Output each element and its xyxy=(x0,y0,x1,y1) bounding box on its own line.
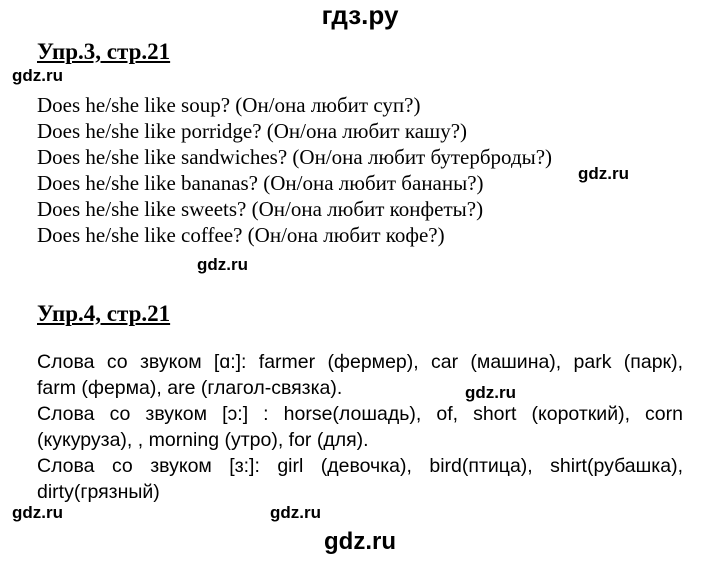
exercise-4-line: Слова со звуком [ɔ:] : horse(лошадь), of, short (короткий), corn xyxy=(37,403,683,425)
exercise-4-title: Упр.4, стр.21 xyxy=(37,301,171,326)
exercise-4-line: dirty(грязный) xyxy=(37,481,160,503)
watermark-gdz: gdz.ru xyxy=(270,503,321,522)
watermark-gdz: gdz.ru xyxy=(197,255,248,274)
watermark-bottom: gdz.ru xyxy=(324,528,396,555)
exercise-3-line: Does he/she like soup? (Он/она любит суп?) xyxy=(37,93,421,117)
watermark-gdz: gdz.ru xyxy=(12,66,63,85)
exercise-3-line: Does he/she like bananas? (Он/она любит бананы?) xyxy=(37,171,484,195)
exercise-4-line: Слова со звуком [ɜ:]: girl (девочка), bird(птица), shirt(рубашка), xyxy=(37,455,683,477)
watermark-gdz: gdz.ru xyxy=(12,503,63,522)
exercise-3-title: Упр.3, стр.21 xyxy=(37,39,171,64)
exercise-3-line: Does he/she like porridge? (Он/она любит кашу?) xyxy=(37,119,468,143)
exercise-3-line: Does he/she like coffee? (Он/она любит кофе?) xyxy=(37,223,445,247)
exercise-4-text xyxy=(37,349,683,505)
exercise-3-line: Does he/she like sandwiches? (Он/она любит бутерброды?) xyxy=(37,145,553,169)
exercise-4-line: (кукуруза), , morning (утро), for (для). xyxy=(37,429,369,451)
exercise-4-line: farm (ферма), are (глагол-связка). xyxy=(37,377,343,399)
exercise-3-line: Does he/she like sweets? (Он/она любит конфеты?) xyxy=(37,197,484,221)
exercise-4-line: Слова со звуком [ɑ:]: farmer (фермер), car (машина), park (парк), xyxy=(37,351,683,373)
watermark-gdz: gdz.ru xyxy=(465,383,516,402)
watermark-top: гдз.ру xyxy=(321,0,399,30)
watermark-gdz: gdz.ru xyxy=(578,164,629,183)
